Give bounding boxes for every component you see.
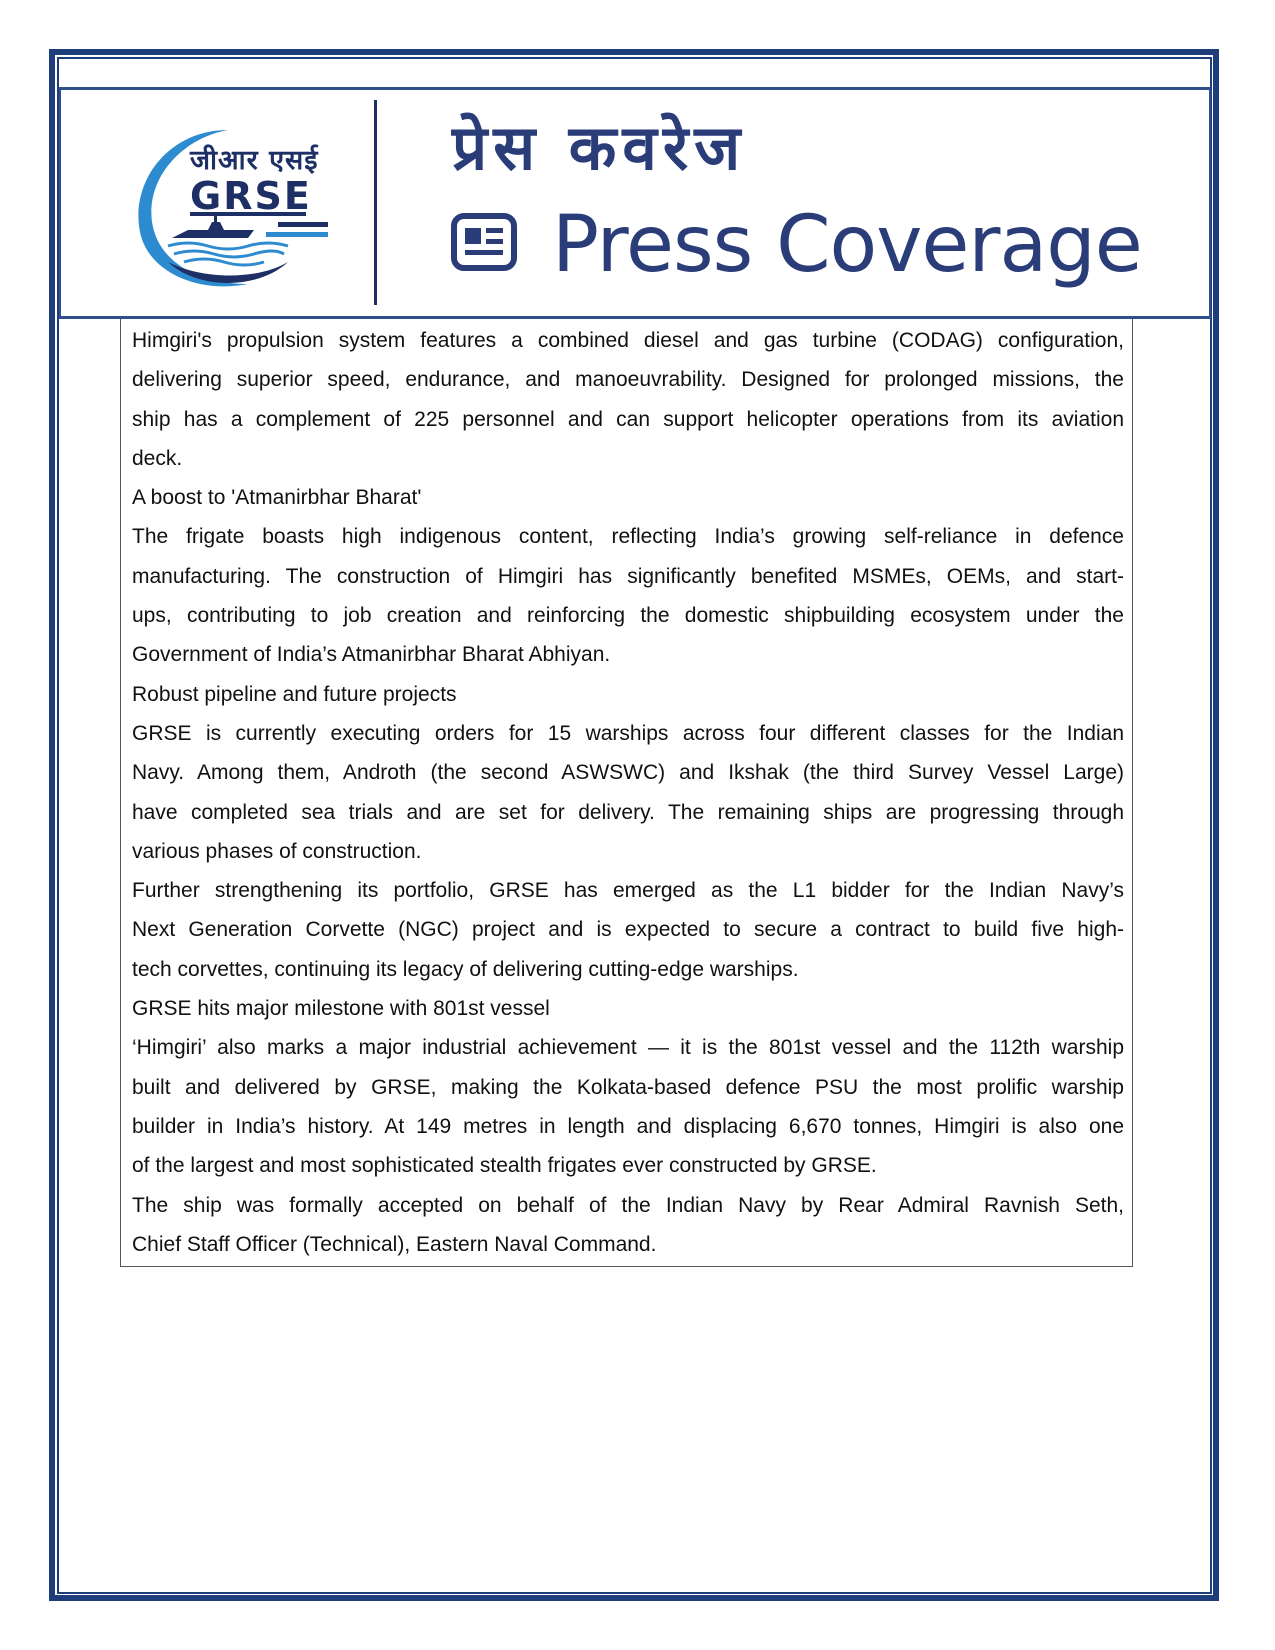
newspaper-icon <box>451 213 517 271</box>
article-line: delivering superior speed, endurance, and manoeuvrability. Designed for prolonged missions, the <box>132 368 1124 392</box>
article-body <box>132 321 1124 1264</box>
article-line: The frigate boasts high indigenous content, reflecting India’s growing self-reliance in defence <box>132 525 1124 549</box>
article-line: tech corvettes, continuing its legacy of delivering cutting-edge warships. <box>132 957 799 981</box>
article-line: The ship was formally accepted on behalf of the Indian Navy by Rear Admiral Ravnish Seth, <box>132 1193 1124 1217</box>
article-box <box>120 319 1133 1267</box>
title-hindi: प्रेस कवरेज <box>452 111 747 184</box>
article-line: Himgiri's propulsion system features a combined diesel and gas turbine (CODAG) configuration, <box>132 329 1124 352</box>
article-line: ups, contributing to job creation and reinforcing the domestic shipbuilding ecosystem under the <box>132 604 1124 628</box>
article-line: ‘Himgiri’ also marks a major industrial achievement — it is the 801st vessel and the 112th warship <box>132 1036 1124 1060</box>
article-line: Chief Staff Officer (Technical), Eastern Naval Command. <box>132 1232 657 1256</box>
article-line: of the largest and most sophisticated stealth frigates ever constructed by GRSE. <box>132 1154 877 1178</box>
title-english: Press Coverage <box>552 200 1142 290</box>
article-line: Navy. Among them, Androth (the second ASWSWC) and Ikshak (the third Survey Vessel Large) <box>132 761 1124 785</box>
logo-grse-text: GRSE <box>190 174 312 218</box>
article-line: Next Generation Corvette (NGC) project and is expected to secure a contract to build five high- <box>132 918 1124 942</box>
header-divider <box>374 100 377 305</box>
article-line: various phases of construction. <box>132 839 422 863</box>
article-line: Government of India’s Atmanirbhar Bharat Abhiyan. <box>132 643 611 667</box>
article-line: built and delivered by GRSE, making the Kolkata-based defence PSU the most prolific warship <box>132 1075 1124 1099</box>
article-subheading: Robust pipeline and future projects <box>132 682 457 706</box>
article-line: have completed sea trials and are set for delivery. The remaining ships are progressing through <box>132 800 1124 824</box>
article-line: Further strengthening its portfolio, GRSE has emerged as the L1 bidder for the Indian Navy’s <box>132 879 1124 903</box>
article-line: GRSE is currently executing orders for 15 warships across four different classes for the Indian <box>132 721 1124 745</box>
article-subheading: A boost to 'Atmanirbhar Bharat' <box>132 486 422 510</box>
article-line: manufacturing. The construction of Himgiri has significantly benefited MSMEs, OEMs, and start- <box>132 564 1124 588</box>
article-line: ship has a complement of 225 personnel and can support helicopter operations from its aviation <box>132 407 1124 431</box>
logo-hindi-text: जीआर एसई <box>190 145 319 176</box>
article-line: builder in India’s history. At 149 metres in length and displacing 6,670 tonnes, Himgiri is also one <box>132 1114 1124 1138</box>
grse-logo <box>128 112 358 297</box>
article-subheading: GRSE hits major milestone with 801st vessel <box>132 997 550 1021</box>
article-line: deck. <box>132 446 183 470</box>
